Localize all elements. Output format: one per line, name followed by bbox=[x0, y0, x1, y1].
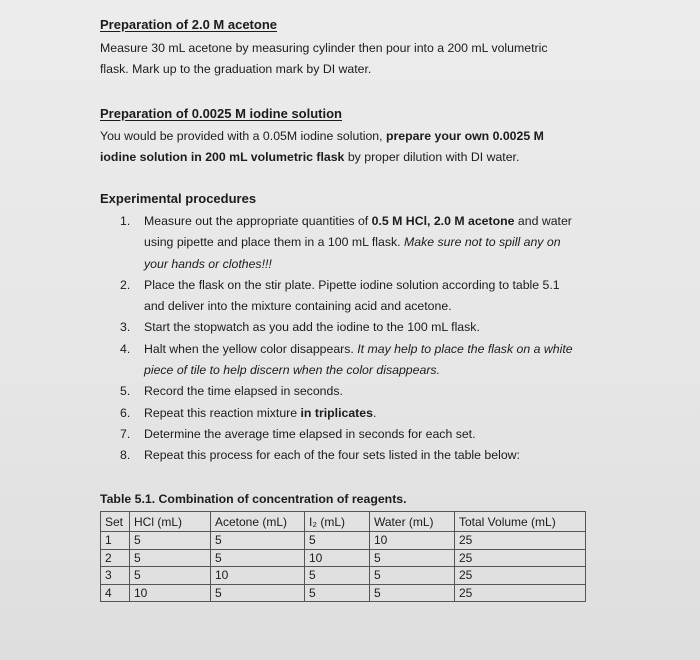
step-5-number: 5. bbox=[120, 384, 131, 399]
cell-total: 25 bbox=[455, 549, 586, 567]
iodine-line-2-text: by proper dilution with DI water. bbox=[344, 150, 520, 164]
header-total-volume: Total Volume (mL) bbox=[455, 512, 586, 532]
step-8-line-1: Repeat this process for each of the four sets listed in the table below: bbox=[144, 448, 520, 463]
header-acetone: Acetone (mL) bbox=[211, 512, 305, 532]
table-row bbox=[101, 549, 586, 567]
step-4-italic: It may help to place the flask on a white bbox=[357, 341, 573, 356]
step-1-line-1 bbox=[144, 211, 604, 232]
header-set: Set bbox=[101, 512, 130, 532]
step-5 bbox=[104, 381, 604, 402]
cell-water: 5 bbox=[370, 549, 455, 567]
cell-water: 5 bbox=[370, 567, 455, 585]
step-2-line-2: and deliver into the mixture containing acid and acetone. bbox=[144, 299, 452, 314]
table-row bbox=[101, 584, 586, 602]
step-1-text-l2: using pipette and place them in a 100 mL flask. bbox=[144, 235, 404, 250]
step-4-line-2 bbox=[144, 360, 604, 381]
step-5-line-1: Record the time elapsed in seconds. bbox=[144, 384, 343, 399]
step-6 bbox=[104, 403, 604, 424]
cell-iodine: 5 bbox=[305, 567, 370, 585]
step-4 bbox=[104, 339, 604, 382]
acetone-instructions bbox=[100, 38, 547, 80]
table-header-row bbox=[101, 512, 586, 532]
acetone-line-2: flask. Mark up to the graduation mark by DI water. bbox=[100, 62, 372, 76]
step-4-italic-l2: piece of tile to help discern when the color disappears. bbox=[144, 363, 440, 378]
step-1-line-2 bbox=[144, 232, 604, 253]
step-1-italic-l3: your hands or clothes!!! bbox=[144, 256, 272, 271]
step-2-number: 2. bbox=[120, 277, 131, 292]
procedure-steps bbox=[104, 211, 604, 467]
step-6-text: Repeat this reaction mixture bbox=[144, 405, 301, 420]
step-3 bbox=[104, 317, 604, 338]
cell-hcl: 10 bbox=[130, 584, 211, 602]
iodine-line-1-bold: prepare your own 0.0025 M bbox=[385, 129, 544, 143]
cell-hcl: 5 bbox=[130, 567, 211, 585]
step-8 bbox=[104, 445, 604, 466]
cell-acetone: 10 bbox=[211, 567, 305, 585]
step-7-number: 7. bbox=[120, 426, 131, 441]
header-hcl: HCl (mL) bbox=[130, 512, 211, 532]
iodine-line-1 bbox=[100, 126, 544, 147]
step-3-line-1: Start the stopwatch as you add the iodine to the 100 mL flask. bbox=[144, 320, 480, 335]
step-1-number: 1. bbox=[120, 214, 131, 228]
step-4-line-1 bbox=[144, 339, 604, 360]
iodine-line-1-text: You would be provided with a 0.05M iodine solution, bbox=[100, 129, 386, 143]
step-6-period: . bbox=[372, 405, 377, 420]
cell-iodine: 5 bbox=[305, 532, 370, 550]
header-water: Water (mL) bbox=[370, 512, 455, 532]
step-1-text-a: Measure out the appropriate quantities of bbox=[144, 214, 372, 228]
step-7-line-1: Determine the average time elapsed in seconds for each set. bbox=[144, 426, 476, 441]
cell-acetone: 5 bbox=[211, 549, 305, 567]
step-2 bbox=[104, 275, 604, 318]
cell-acetone: 5 bbox=[211, 532, 305, 550]
cell-water: 5 bbox=[370, 584, 455, 602]
step-1 bbox=[104, 211, 604, 275]
step-4-text: Halt when the yellow color disappears. bbox=[144, 341, 358, 356]
iodine-line-2-bold: iodine solution in 200 mL volumetric flask bbox=[100, 150, 345, 164]
step-1-italic-l2: Make sure not to spill any on bbox=[404, 235, 561, 250]
acetone-heading: Preparation of 2.0 M acetone bbox=[100, 17, 277, 32]
step-4-number: 4. bbox=[120, 341, 131, 356]
step-8-number: 8. bbox=[120, 448, 131, 463]
cell-total: 25 bbox=[455, 532, 586, 550]
step-1-text-c: and water bbox=[514, 214, 572, 228]
step-6-number: 6. bbox=[120, 405, 131, 420]
step-7 bbox=[104, 424, 604, 445]
iodine-heading: Preparation of 0.0025 M iodine solution bbox=[100, 106, 342, 121]
table-row bbox=[101, 567, 586, 585]
cell-acetone: 5 bbox=[211, 584, 305, 602]
step-3-number: 3. bbox=[120, 320, 131, 335]
cell-hcl: 5 bbox=[130, 532, 211, 550]
reagents-table bbox=[100, 511, 586, 602]
step-2-line-1: Place the flask on the stir plate. Pipette iodine solution according to table 5.1 bbox=[144, 277, 560, 292]
step-1-bold: 0.5 M HCl, 2.0 M acetone bbox=[371, 214, 515, 228]
cell-hcl: 5 bbox=[130, 549, 211, 567]
table-caption: Table 5.1. Combination of concentration of reagents. bbox=[100, 492, 407, 506]
cell-iodine: 10 bbox=[305, 549, 370, 567]
cell-set: 1 bbox=[101, 532, 130, 550]
step-6-bold: in triplicates bbox=[300, 405, 373, 420]
cell-set: 2 bbox=[101, 549, 130, 567]
iodine-line-2 bbox=[100, 147, 544, 168]
step-6-line-1 bbox=[144, 403, 604, 424]
acetone-line-1: Measure 30 mL acetone by measuring cylinder then pour into a 200 mL volumetric bbox=[100, 41, 548, 55]
cell-total: 25 bbox=[455, 567, 586, 585]
step-1-line-3 bbox=[144, 254, 604, 275]
cell-total: 25 bbox=[455, 584, 586, 602]
cell-water: 10 bbox=[370, 532, 455, 550]
iodine-instructions bbox=[100, 126, 544, 168]
table-row bbox=[101, 532, 586, 550]
cell-set: 3 bbox=[101, 567, 130, 585]
procedures-title: Experimental procedures bbox=[100, 191, 257, 206]
header-iodine: I₂ (mL) bbox=[305, 512, 370, 532]
cell-iodine: 5 bbox=[305, 584, 370, 602]
cell-set: 4 bbox=[101, 584, 130, 602]
